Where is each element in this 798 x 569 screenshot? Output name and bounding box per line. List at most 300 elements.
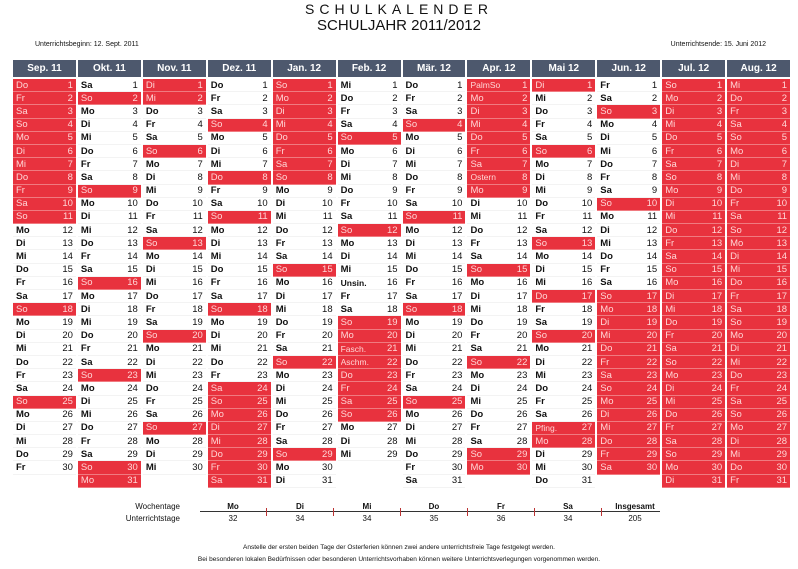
day-number: 1 — [781, 79, 788, 91]
weekday-label: Di — [210, 145, 221, 157]
day-number: 26 — [581, 409, 593, 421]
weekday-label: Di — [210, 330, 221, 342]
day-number: 25 — [386, 396, 398, 408]
holiday-day-cell — [532, 237, 595, 250]
school-day-cell — [273, 303, 336, 316]
weekday-label: Fr — [275, 237, 286, 249]
school-day-cell — [403, 198, 466, 211]
weekday-label: Mi — [470, 119, 481, 131]
day-number: 13 — [62, 237, 73, 249]
school-day-cell — [597, 92, 660, 105]
school-day-cell — [532, 277, 595, 290]
holiday-day-cell — [208, 396, 271, 409]
day-number: 28 — [127, 435, 138, 447]
day-number: 6 — [327, 145, 333, 157]
holiday-day-cell — [403, 119, 466, 132]
weekday-label: So — [275, 171, 288, 183]
school-day-cell — [532, 382, 595, 395]
weekday-label: Do — [665, 316, 678, 328]
day-number: 27 — [257, 422, 268, 434]
day-number: 11 — [192, 211, 203, 223]
day-number: 19 — [322, 316, 333, 328]
weekday-label: So — [730, 316, 742, 328]
day-number: 23 — [62, 369, 73, 381]
weekday-label: Do — [665, 224, 678, 236]
day-number: 19 — [127, 316, 138, 328]
weekday-label: Sa — [275, 251, 288, 263]
weekday-label: Do — [210, 448, 223, 460]
weekday-label: So — [16, 119, 28, 131]
weekday-label: Mi — [16, 251, 27, 263]
day-number: 30 — [127, 462, 138, 474]
day-number: 11 — [387, 211, 398, 223]
day-number: 28 — [451, 435, 463, 447]
weekday-label: Sa — [600, 369, 612, 381]
weekday-label: Sa — [210, 475, 223, 487]
holiday-day-cell — [727, 343, 790, 356]
school-day-cell — [338, 171, 401, 184]
weekday-label: So — [535, 145, 547, 157]
weekday-label: Sa — [730, 303, 742, 315]
day-number: 30 — [451, 462, 463, 474]
holiday-day-cell — [597, 105, 660, 118]
weekday-label: So — [405, 211, 418, 223]
day-number: 9 — [327, 185, 333, 197]
holiday-day-cell — [727, 303, 790, 316]
day-number: 5 — [716, 132, 723, 144]
weekday-label: Di — [470, 198, 480, 210]
weekday-label: Mo — [210, 224, 225, 236]
weekday-label: Sa — [145, 132, 158, 144]
day-number: 11 — [63, 211, 73, 223]
school-day-cell — [403, 92, 466, 105]
summary-header: Mo — [227, 502, 239, 511]
summary-header: Sa — [563, 502, 573, 511]
school-day-cell — [467, 303, 530, 316]
day-number: 20 — [451, 330, 463, 342]
day-number: 4 — [262, 119, 268, 131]
day-number: 25 — [62, 396, 73, 408]
day-number: 6 — [522, 145, 528, 157]
school-day-cell — [532, 448, 595, 461]
holiday-day-cell — [662, 382, 725, 395]
holiday-day-cell — [13, 303, 76, 316]
day-number: 22 — [257, 356, 268, 368]
weekday-label: Mo — [16, 224, 30, 236]
school-day-cell — [403, 185, 466, 198]
holiday-day-cell — [727, 356, 790, 369]
day-number: 26 — [192, 409, 203, 421]
day-number: 8 — [132, 171, 138, 183]
day-number: 13 — [581, 237, 593, 249]
weekday-label: Mi — [275, 211, 287, 223]
summary-header: Di — [296, 502, 304, 511]
weekday-label: Mi — [80, 132, 92, 144]
weekday-label: Di — [210, 422, 220, 434]
school-day-cell — [403, 356, 466, 369]
weekday-label: Di — [535, 264, 545, 276]
school-day-cell — [532, 409, 595, 422]
holiday-day-cell — [727, 330, 790, 343]
holiday-day-cell — [662, 356, 725, 369]
holiday-day-cell — [532, 422, 595, 435]
day-number: 6 — [457, 145, 463, 157]
day-number: 23 — [776, 369, 788, 381]
day-number: 26 — [127, 409, 138, 421]
weekday-label: So — [275, 79, 288, 91]
weekday-label: Mi — [210, 343, 222, 355]
day-number: 10 — [646, 198, 658, 210]
school-day-cell — [403, 369, 466, 382]
weekday-label: Mi — [210, 158, 222, 170]
day-number: 20 — [646, 330, 658, 342]
day-number: 28 — [581, 435, 593, 447]
weekday-label: Fr — [730, 290, 740, 302]
weekday-label: Do — [340, 92, 354, 104]
day-number: 2 — [327, 92, 333, 104]
school-day-cell — [143, 409, 206, 422]
holiday-day-cell — [597, 461, 660, 474]
day-number: 30 — [581, 462, 593, 474]
holiday-day-cell — [727, 290, 790, 303]
holiday-day-cell — [727, 475, 790, 488]
weekday-label: Mi — [210, 251, 222, 263]
day-number: 1 — [67, 79, 73, 91]
holiday-day-cell — [727, 264, 790, 277]
weekday-label: Do — [730, 92, 743, 104]
weekday-label: So — [340, 409, 353, 421]
weekday-label: Fr — [80, 435, 91, 447]
school-day-cell — [78, 198, 141, 211]
weekday-label: Fr — [600, 171, 610, 183]
day-number: 1 — [457, 79, 463, 91]
holiday-day-cell — [208, 382, 271, 395]
weekday-label: So — [145, 145, 158, 157]
holiday-day-cell — [273, 79, 336, 92]
day-number: 17 — [62, 290, 73, 302]
school-day-cell — [208, 132, 271, 145]
school-day-cell — [273, 224, 336, 237]
school-day-cell — [13, 277, 76, 290]
weekday-label: Mo — [275, 185, 290, 197]
school-day-cell — [532, 105, 595, 118]
weekday-label: Sa — [470, 158, 483, 170]
day-number: 25 — [257, 396, 268, 408]
weekday-label: Sa — [275, 158, 288, 170]
day-number: 28 — [646, 435, 658, 447]
day-number: 19 — [62, 316, 73, 328]
day-number: 3 — [327, 105, 333, 117]
day-number: 5 — [132, 132, 138, 144]
school-day-cell — [13, 224, 76, 237]
holiday-day-cell — [143, 79, 206, 92]
weekday-label: Sa — [16, 290, 28, 302]
summary-tick — [333, 508, 334, 516]
holiday-day-cell — [662, 422, 725, 435]
weekday-label: Fr — [145, 396, 156, 408]
holiday-day-cell — [727, 198, 790, 211]
day-number: 12 — [257, 224, 268, 236]
day-number: 21 — [646, 343, 658, 355]
school-day-cell — [143, 264, 206, 277]
day-number: 5 — [392, 132, 398, 144]
weekday-label: So — [80, 185, 93, 197]
holiday-day-cell — [78, 461, 141, 474]
day-number: 10 — [62, 198, 73, 210]
day-number: 8 — [587, 171, 593, 183]
holiday-day-cell — [532, 435, 595, 448]
summary-header: Insgesamt — [615, 502, 655, 511]
calendar-grid — [13, 60, 790, 491]
school-day-cell — [208, 79, 271, 92]
school-day-cell — [78, 132, 141, 145]
holiday-day-cell — [467, 158, 530, 171]
weekday-label: Do — [470, 224, 484, 236]
holiday-day-cell — [532, 330, 595, 343]
day-number: 3 — [587, 105, 593, 117]
weekday-label: So — [730, 409, 742, 421]
holiday-day-cell — [727, 171, 790, 184]
weekday-label: Mo — [730, 237, 744, 249]
day-number: 22 — [127, 356, 138, 368]
day-number: 26 — [776, 409, 788, 421]
weekday-label: Di — [600, 224, 610, 236]
weekday-label: Di — [600, 409, 610, 421]
holiday-day-cell — [662, 343, 725, 356]
weekday-label: Sa — [16, 105, 28, 117]
day-number: 19 — [711, 316, 723, 328]
day-number: 1 — [262, 79, 268, 91]
school-day-cell — [78, 316, 141, 329]
weekday-label: Sa — [210, 105, 223, 117]
holiday-day-cell — [208, 475, 271, 488]
weekday-label: Sa — [80, 448, 93, 460]
school-day-cell — [208, 369, 271, 382]
weekday-label: Mo — [535, 435, 549, 447]
day-number: 18 — [386, 303, 398, 315]
day-number: 19 — [646, 316, 658, 328]
summary-divider — [200, 511, 660, 512]
day-number: 2 — [522, 92, 528, 104]
day-number: 14 — [257, 251, 268, 263]
weekday-label: Fr — [535, 303, 545, 315]
day-number: 22 — [646, 356, 658, 368]
weekday-label: Sa — [600, 185, 612, 197]
summary-value: 34 — [362, 514, 372, 523]
day-number: 12 — [322, 224, 333, 236]
day-number: 30 — [711, 462, 723, 474]
weekday-label: So — [340, 316, 353, 328]
day-number: 15 — [322, 264, 333, 276]
weekday-label: Sa — [16, 198, 28, 210]
weekday-label: Do — [80, 145, 94, 157]
weekday-label: Di — [16, 330, 26, 342]
holiday-day-cell — [727, 145, 790, 158]
school-day-cell — [273, 237, 336, 250]
weekday-label: Fr — [470, 237, 480, 249]
holiday-day-cell — [13, 171, 76, 184]
weekday-label: Sa — [145, 409, 158, 421]
school-day-cell — [403, 448, 466, 461]
school-day-cell — [13, 290, 76, 303]
summary-tick — [467, 508, 468, 516]
weekday-label: Sa — [340, 396, 353, 408]
day-number: 12 — [776, 224, 788, 236]
weekday-label: So — [665, 79, 677, 91]
day-number: 3 — [716, 105, 723, 117]
weekday-label: Sa — [275, 343, 288, 355]
day-number: 18 — [192, 303, 203, 315]
school-day-cell — [403, 330, 466, 343]
weekday-label: So — [145, 330, 158, 342]
weekday-label: So — [405, 303, 418, 315]
holiday-day-cell — [273, 158, 336, 171]
day-number: 28 — [62, 435, 73, 447]
weekday-label: Fr — [16, 462, 26, 474]
weekday-label: Di — [145, 79, 155, 91]
day-number: 8 — [781, 171, 788, 183]
holiday-day-cell — [403, 396, 466, 409]
weekday-label: Mi — [405, 435, 417, 447]
weekday-label: Do — [730, 369, 743, 381]
weekday-label: Mo — [80, 290, 95, 302]
holiday-day-cell — [662, 119, 725, 132]
weekday-label: Mo — [600, 211, 615, 223]
weekday-label: Sa — [535, 132, 547, 144]
day-number: 4 — [522, 119, 528, 131]
school-day-cell — [338, 303, 401, 316]
weekday-label: Mo — [665, 369, 679, 381]
weekday-label: So — [600, 105, 612, 117]
day-number: 7 — [392, 158, 398, 170]
day-number: 9 — [197, 185, 203, 197]
holiday-day-cell — [727, 92, 790, 105]
school-day-cell — [403, 343, 466, 356]
school-day-cell — [208, 277, 271, 290]
school-day-cell — [532, 250, 595, 263]
holiday-day-cell — [467, 92, 530, 105]
weekday-label: Aschm. — [340, 357, 369, 368]
school-day-cell — [78, 356, 141, 369]
school-day-cell — [13, 382, 76, 395]
holiday-day-cell — [662, 330, 725, 343]
day-number: 10 — [322, 198, 333, 210]
weekday-label: Sa — [340, 303, 353, 315]
month-header: Jan. 12 — [273, 60, 336, 77]
month-header: Sep. 11 — [13, 60, 76, 77]
day-number: 30 — [62, 462, 73, 474]
day-number: 14 — [646, 251, 658, 263]
day-number: 3 — [67, 105, 73, 117]
weekday-label: Mi — [340, 171, 352, 183]
holiday-day-cell — [662, 224, 725, 237]
weekday-label: Di — [340, 251, 351, 263]
day-number: 27 — [451, 422, 463, 434]
weekday-label: Mo — [470, 92, 484, 104]
day-number: 30 — [257, 462, 268, 474]
weekday-label: Fr — [405, 92, 416, 104]
holiday-day-cell — [597, 382, 660, 395]
school-day-cell — [208, 158, 271, 171]
weekday-label: Mo — [665, 185, 679, 197]
day-number: 26 — [516, 409, 528, 421]
holiday-day-cell — [532, 79, 595, 92]
day-number: 4 — [392, 119, 398, 131]
school-day-cell — [273, 475, 336, 488]
day-number: 7 — [457, 158, 463, 170]
school-day-cell — [13, 330, 76, 343]
school-day-cell — [338, 185, 401, 198]
weekday-label: Mi — [405, 251, 417, 263]
school-day-cell — [338, 211, 401, 224]
weekday-label: Sa — [600, 277, 612, 289]
day-number: 29 — [127, 448, 138, 460]
school-day-cell — [532, 119, 595, 132]
school-day-cell — [273, 290, 336, 303]
day-number: 17 — [451, 290, 463, 302]
day-number: 12 — [516, 224, 528, 236]
weekday-label: Mo — [210, 409, 224, 421]
holiday-day-cell — [727, 119, 790, 132]
day-number: 13 — [257, 237, 268, 249]
weekday-label: Di — [80, 211, 91, 223]
holiday-day-cell — [727, 396, 790, 409]
school-day-cell — [597, 171, 660, 184]
weekday-label: Fr — [80, 343, 91, 355]
holiday-day-cell — [727, 422, 790, 435]
school-day-cell — [78, 224, 141, 237]
weekday-label: Fr — [600, 264, 610, 276]
footnote-easter: Anstelle der ersten beiden Tage der Osterferien können zwei andere unterrichtsfreie Tage festgelegt werden. — [243, 544, 555, 551]
weekday-label: So — [340, 132, 353, 144]
weekday-label: Mo — [210, 132, 225, 144]
holiday-day-cell — [597, 369, 660, 382]
weekday-label: Mi — [275, 119, 286, 131]
school-day-cell — [143, 211, 206, 224]
weekday-label: Unsin. — [340, 277, 367, 288]
school-day-cell — [143, 303, 206, 316]
day-number: 10 — [127, 198, 138, 210]
weekday-label: So — [470, 448, 483, 460]
weekday-label: Fr — [340, 198, 351, 210]
school-day-cell — [532, 132, 595, 145]
weekday-label: Fr — [665, 145, 675, 157]
school-day-cell — [273, 422, 336, 435]
day-number: 18 — [776, 303, 788, 315]
weekday-label: Mi — [535, 369, 546, 381]
weekday-label: Mi — [80, 409, 92, 421]
day-number: 16 — [192, 277, 203, 289]
weekday-label: So — [275, 448, 288, 460]
weekday-label: Di — [275, 382, 286, 394]
weekday-label: Mi — [80, 316, 92, 328]
month-header: Okt. 11 — [78, 60, 141, 77]
school-day-cell — [532, 171, 595, 184]
day-number: 18 — [451, 303, 463, 315]
school-day-cell — [273, 396, 336, 409]
day-number: 6 — [392, 145, 398, 157]
day-number: 6 — [651, 145, 658, 157]
day-number: 7 — [197, 158, 203, 170]
weekday-label: So — [470, 356, 483, 368]
day-number: 15 — [451, 264, 463, 276]
holiday-day-cell — [338, 132, 401, 145]
holiday-day-cell — [208, 435, 271, 448]
summary-value: 35 — [429, 514, 439, 523]
holiday-day-cell — [662, 396, 725, 409]
day-number: 23 — [127, 369, 138, 381]
holiday-day-cell — [532, 145, 595, 158]
